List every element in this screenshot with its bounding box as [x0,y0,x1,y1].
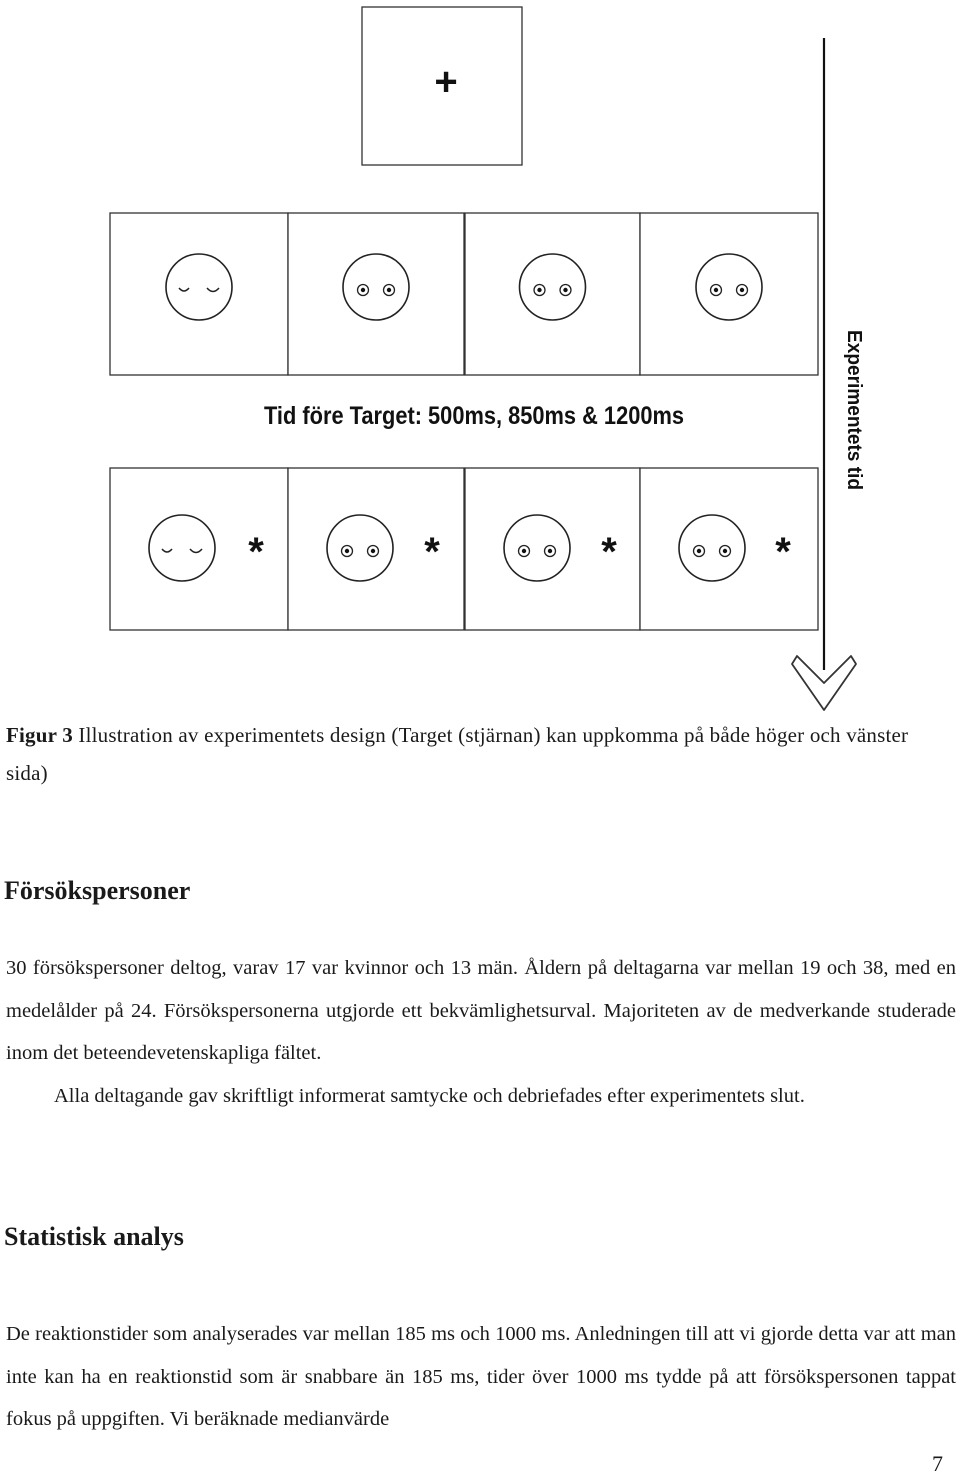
heading-statistisk-analys: Statistisk analys [4,1222,184,1251]
face-eyes-open [327,515,393,581]
pupil [723,549,727,553]
experiment-design-figure [0,0,960,720]
pupil [537,288,541,292]
target-row [110,468,818,630]
pupil [714,288,718,292]
paragraph: Alla deltagande gav skriftligt informerat samtycke och debriefades efter experimentets slut. [54,1084,805,1107]
pupil [361,288,365,292]
section2-body [6,1313,956,1441]
face-eyes-open [520,254,586,320]
pupil [740,288,744,292]
face-eyes-open [679,515,745,581]
face-eyes-open [696,254,762,320]
pupil [522,549,526,553]
pupil [371,549,375,553]
target-star: * [775,530,791,574]
face-eyes-closed [166,254,232,320]
target-star: * [601,530,617,574]
target-star: * [248,530,264,574]
pupil [387,288,391,292]
timing-label: Tid före Target: 500ms, 850ms & 1200ms [264,402,684,430]
page-number: 7 [932,1451,943,1476]
fixation-cross: + [434,60,458,104]
time-axis-label: Experimentets tid [843,330,865,498]
section1-body [6,947,956,1117]
target-star: * [424,530,440,574]
pupil [548,549,552,553]
figure-caption [6,716,946,792]
face-eyes-closed [149,515,215,581]
heading-forsokspersoner: Försökspersoner [4,876,191,905]
pupil [563,288,567,292]
cue-row [110,213,818,375]
pupil [345,549,349,553]
pupil [697,549,701,553]
paragraph: 30 försökspersoner deltog, varav 17 var kvinnor och 13 män. Åldern på deltagarna var mellan 19 och 38, med en medelålder på 24. Försökspersonerna utgjorde ett bekvämlighetsurval. Majoriteten av de medverkande studerade inom det beteendevetenskapliga fältet. [6,957,956,1065]
face-eyes-open [343,254,409,320]
caption-label: Figur 3 [6,723,73,747]
face-eyes-open [504,515,570,581]
caption-text: Illustration av experimentets design (Target (stjärnan) kan uppkomma på både höger och vänster sida) [6,723,909,785]
paragraph: De reaktionstider som analyserades var mellan 185 ms och 1000 ms. Anledningen till att vi gjorde detta var att man inte kan ha en reaktionstid som är snabbare än 185 ms, tider över 1000 ms tydde på att försökspersonen tappat fokus på uppgiften. Vi beräknade medianvärde [6,1323,956,1431]
